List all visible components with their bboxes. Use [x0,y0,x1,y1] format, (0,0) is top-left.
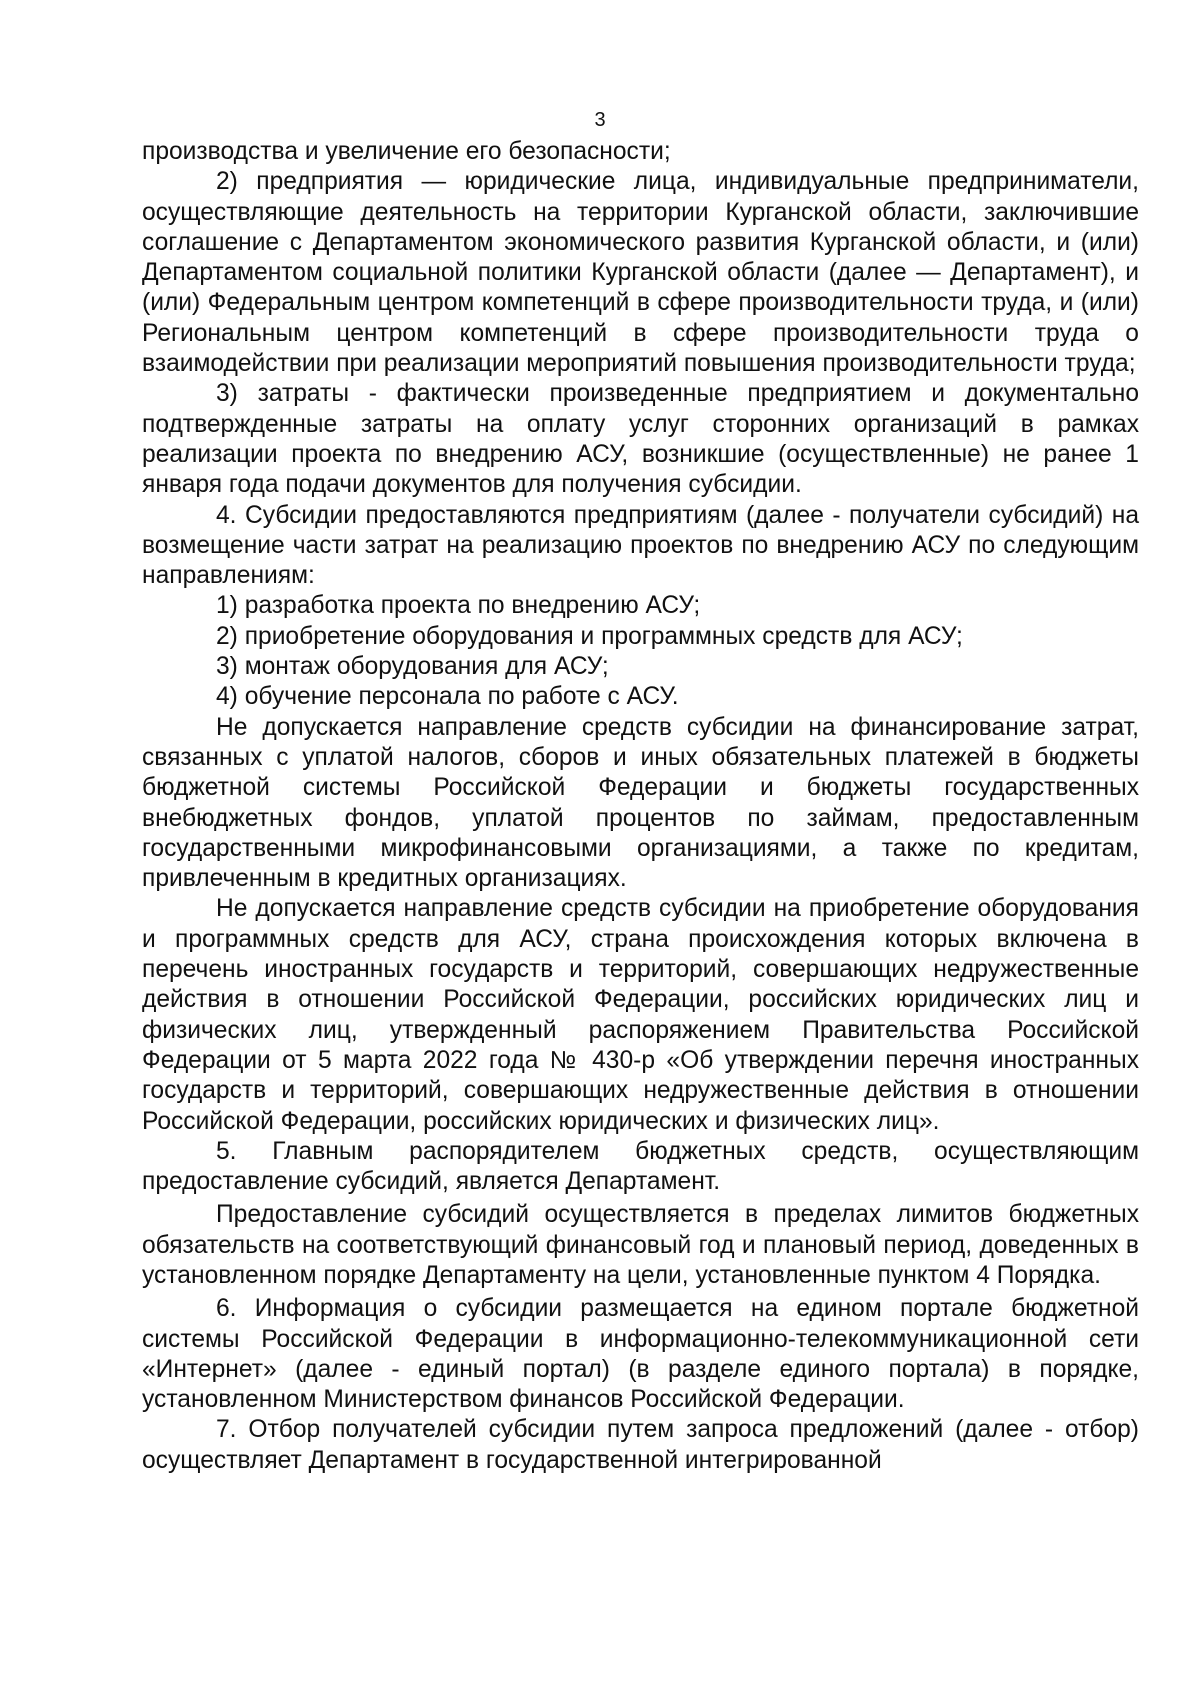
paragraph-section-5: 5. Главным распорядителем бюджетных средств, осуществляющим предоставление субсидий, является Департамент. [142,1137,1139,1196]
list-item-4: 4) обучение персонала по работе с АСУ. [216,683,679,711]
list-item-3: 3) монтаж оборудования для АСУ; [216,653,609,681]
paragraph-section-4: 4. Субсидии предоставляются предприятиям (далее - получатели субсидий) на возмещение части затрат на реализацию проектов по внедрению АСУ по следующим направлениям: [142,501,1139,590]
document-body [142,137,1139,1476]
list-item-2: 2) приобретение оборудования и программных средств для АСУ; [216,622,963,650]
paragraph-definition-costs: 3) затраты - фактически произведенные предприятием и документально подтвержденные затраты на оплату услуг сторонних организаций в рамках реализации проекта по внедрению АСУ, возникшие (осуществленные) не ранее 1 января года подачи документов для получения субсидии. [142,380,1139,499]
paragraph-section-6: 6. Информация о субсидии размещается на едином портале бюджетной системы Российской Федерации в информационно-телекоммуникационной сети «Интернет» (далее - единый портал) (в разделе единого портала) в порядке, установленном Министерством финансов Российской Федерации. [142,1295,1139,1414]
paragraph-section-7: 7. Отбор получателей субсидии путем запроса предложений (далее - отбор) осуществляет Департамент в государственной интегрированной [142,1416,1139,1474]
paragraph-restriction-taxes: Не допускается направление средств субсидии на финансирование затрат, связанных с уплатой налогов, сборов и иных обязательных платежей в бюджеты бюджетной системы Российской Федерации и бюджеты государственных внебюджетных фондов, уплатой процентов по займам, предоставленным государственными микрофинансовыми организациями, а также по кредитам, привлеченным в кредитных организациях. [142,713,1139,893]
paragraph-subsidy-limits: Предоставление субсидий осуществляется в пределах лимитов бюджетных обязательств на соответствующий финансовый год и плановый период, доведенных в установленном порядке Департаменту на цели, установленные пунктом 4 Порядка. [142,1201,1139,1289]
paragraph-continuation: производства и увеличение его безопасности; [142,138,671,165]
page-number: 3 [594,109,606,131]
paragraph-restriction-equipment: Не допускается направление средств субсидии на приобретение оборудования и программных средств для АСУ, страна происхождения которых включена в перечень иностранных государств и территорий, совершающих недружественные действия в отношении Российской Федерации, российских юридических лиц и физических лиц, утвержденный распоряжением Правительства Российской Федерации от 5 марта 2022 года № 430-р «Об утверждении перечня иностранных государств и территорий, совершающих недружественные действия в отношении Российской Федерации, российских юридических и физических лиц». [142,895,1139,1135]
list-item-1: 1) разработка проекта по внедрению АСУ; [216,592,701,620]
paragraph-definition-enterprises: 2) предприятия — юридические лица, индивидуальные предприниматели, осуществляющие деятельность на территории Курганской области, заключившие соглашение с Департаментом экономического развития Курганской области, и (или) Департаментом социальной политики Курганской области (далее — Департамент), и (или) Федеральным центром компетенций в сфере производительности труда, и (или) Региональным центром компетенций в сфере производительности труда о взаимодействии при реализации мероприятий повышения производительности труда; [142,168,1139,378]
